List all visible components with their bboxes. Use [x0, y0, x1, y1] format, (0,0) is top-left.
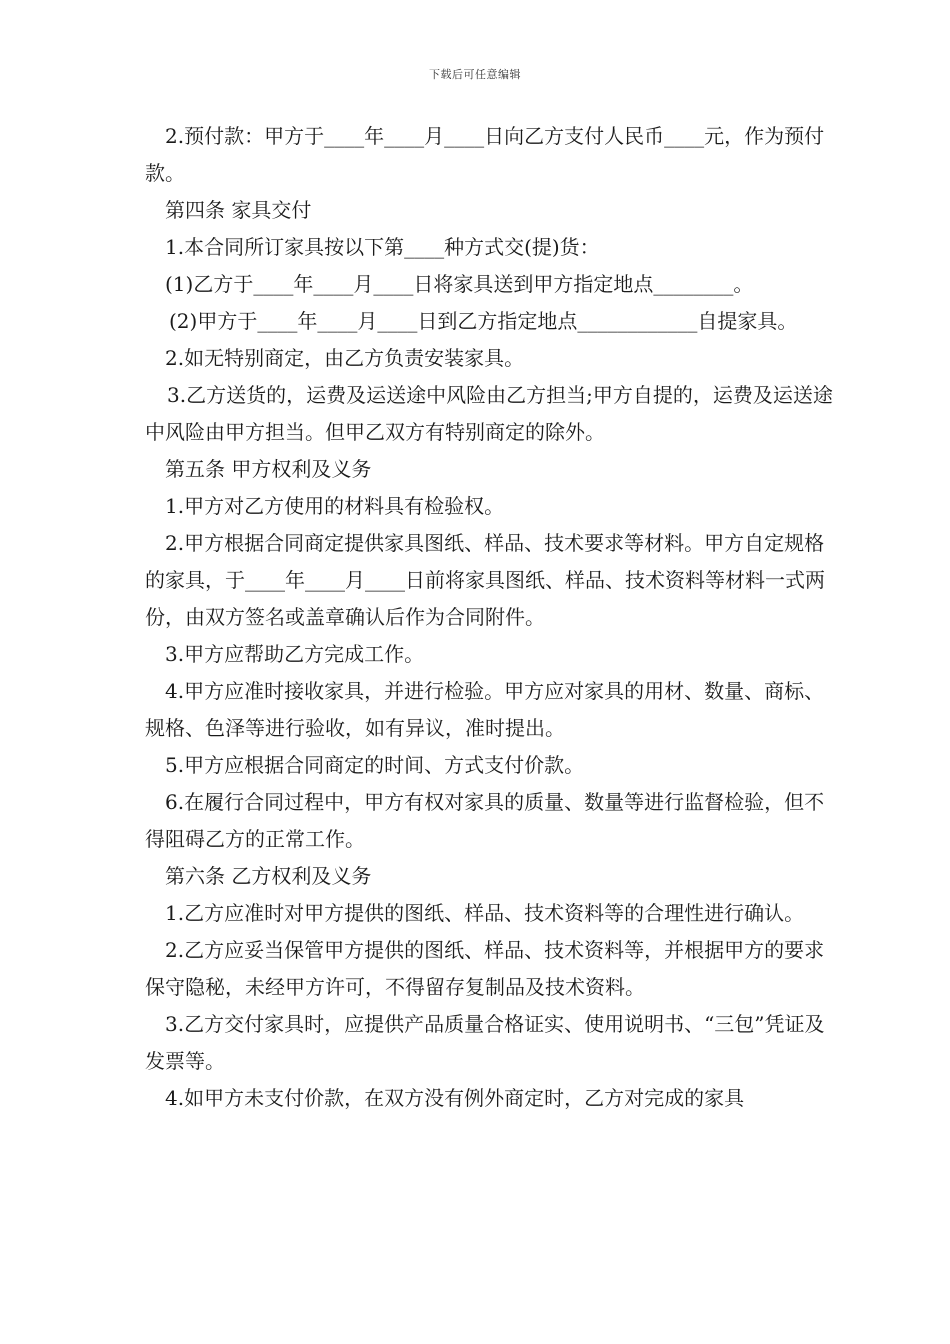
document-body — [145, 118, 835, 1117]
section-heading-article-6: 第六条 乙方权利及义务 — [165, 864, 372, 888]
section-heading-article-5: 第五条 甲方权利及义务 — [165, 457, 372, 481]
paragraph-delivery-option-2: (2)甲方于____年____月____日到乙方指定地点____________自提家具。 — [169, 309, 798, 333]
paragraph-party-b-duty-3: 3.乙方交付家具时，应提供产品质量合格证实、使用说明书、“三包”凭证及发票等。 — [145, 1012, 825, 1073]
paragraph-prepayment: 2.预付款：甲方于____年____月____日向乙方支付人民币____元，作为预付款。 — [145, 124, 825, 185]
section-heading-article-4: 第四条 家具交付 — [165, 198, 312, 222]
paragraph-delivery-method: 1.本合同所订家具按以下第____种方式交(提)货： — [165, 235, 600, 259]
header-note: 下载后可任意编辑 — [429, 68, 521, 81]
paragraph-party-a-right-1: 1.甲方对乙方使用的材料具有检验权。 — [165, 494, 505, 518]
paragraph-party-b-duty-4: 4.如甲方未支付价款，在双方没有例外商定时，乙方对完成的家具 — [165, 1086, 745, 1110]
paragraph-party-a-right-3: 3.甲方应帮助乙方完成工作。 — [165, 642, 425, 666]
paragraph-installation: 2.如无特别商定，由乙方负责安装家具。 — [165, 346, 525, 370]
paragraph-party-a-right-5: 5.甲方应根据合同商定的时间、方式支付价款。 — [165, 753, 585, 777]
paragraph-shipping-risk: 3.乙方送货的，运费及运送途中风险由乙方担当;甲方自提的，运费及运送途中风险由甲方担当。但甲乙双方有特别商定的除外。 — [145, 383, 833, 444]
paragraph-party-b-duty-2: 2.乙方应妥当保管甲方提供的图纸、样品、技术资料等，并根据甲方的要求保守隐秘，未经甲方许可，不得留存复制品及技术资料。 — [145, 938, 825, 999]
paragraph-party-a-right-6: 6.在履行合同过程中，甲方有权对家具的质量、数量等进行监督检验，但不得阻碍乙方的正常工作。 — [145, 790, 825, 851]
paragraph-party-a-right-2: 2.甲方根据合同商定提供家具图纸、样品、技术要求等材料。甲方自定规格的家具，于____年____月____日前将家具图纸、样品、技术资料等材料一式两份，由双方签名或盖章确认后作为合同附件。 — [145, 531, 825, 629]
paragraph-delivery-option-1: (1)乙方于____年____月____日将家具送到甲方指定地点________。 — [165, 272, 754, 296]
paragraph-party-b-duty-1: 1.乙方应准时对甲方提供的图纸、样品、技术资料等的合理性进行确认。 — [165, 901, 805, 925]
paragraph-party-a-right-4: 4.甲方应准时接收家具，并进行检验。甲方应对家具的用材、数量、商标、规格、色泽等进行验收，如有异议，准时提出。 — [145, 679, 825, 740]
